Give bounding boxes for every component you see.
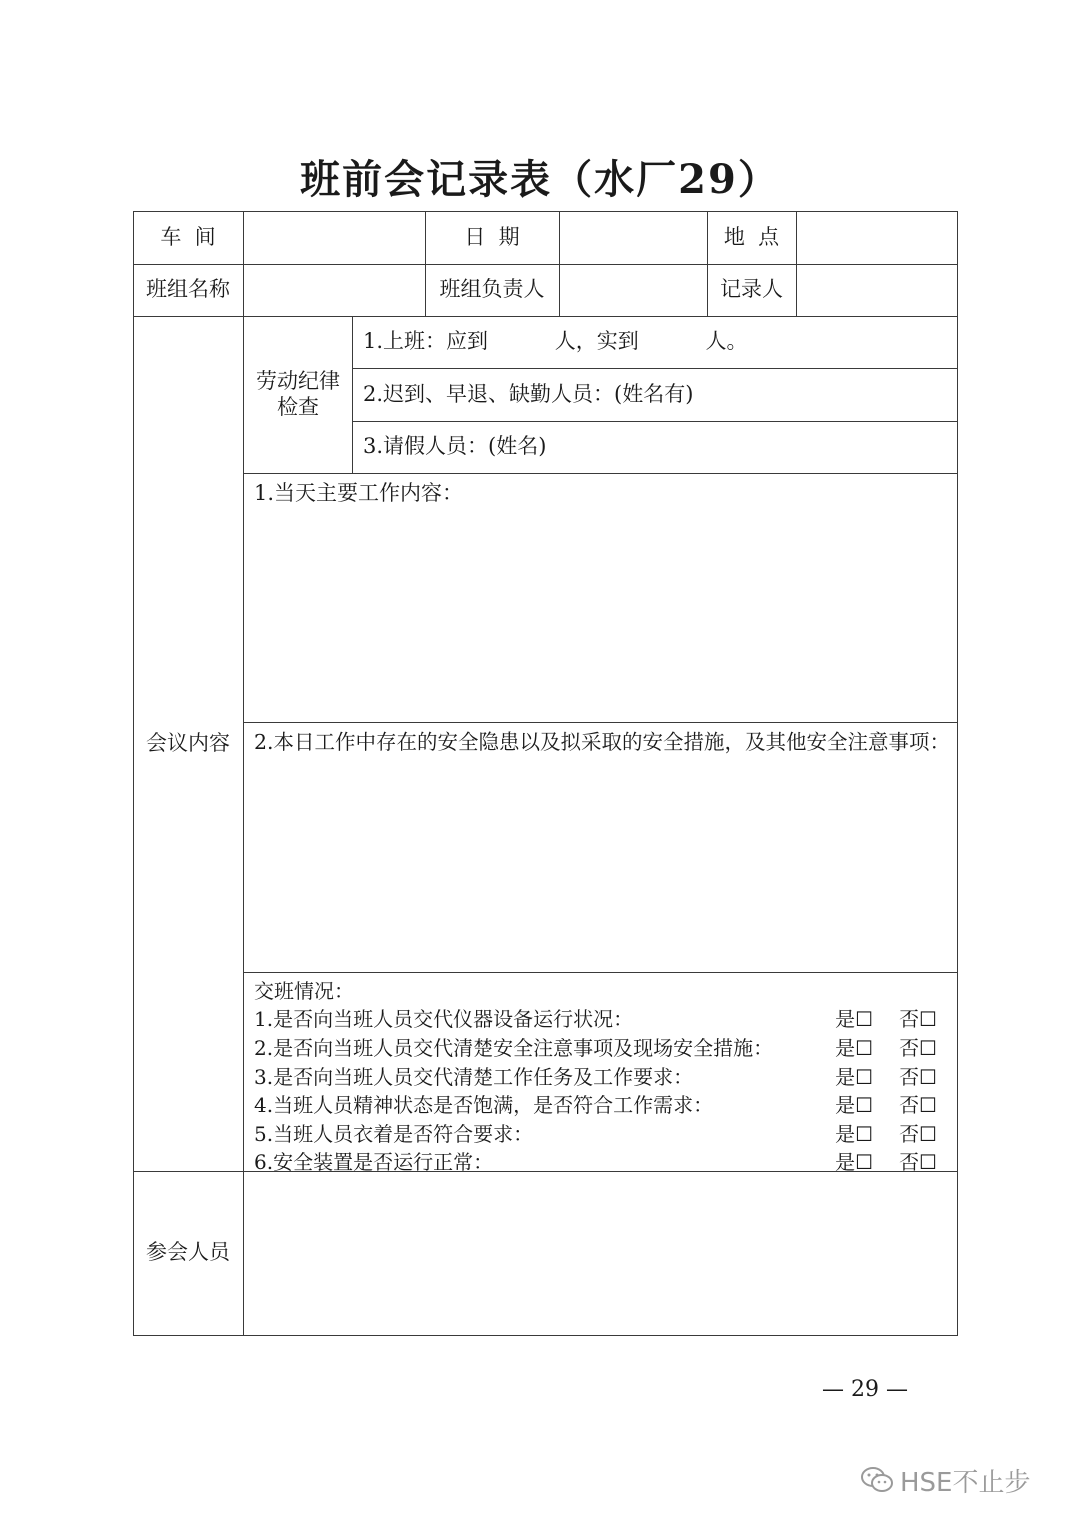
handover-section: [244, 973, 957, 1175]
checklist-row: [254, 1118, 937, 1147]
leave-text: 3.请假人员：(姓名): [363, 434, 547, 459]
discipline-label-line1: 劳动纪律: [256, 369, 340, 394]
checklist-item-label: 2.是否向当班人员交代清楚安全注意事项及现场安全措施：: [254, 1035, 774, 1060]
form-border-right: [957, 211, 958, 1336]
yes-checkbox[interactable]: 是☐: [835, 1150, 874, 1175]
attendance-count-text: 1.上班：应到 人，实到 人。: [363, 329, 748, 354]
handover-heading: 交班情况：: [254, 978, 354, 1003]
checklist-item-label: 3.是否向当班人员交代清楚工作任务及工作要求：: [254, 1064, 694, 1089]
attendees-label: 参会人员: [146, 1240, 230, 1265]
workshop-label: 车 间: [160, 224, 216, 249]
meeting-record-form: [133, 211, 958, 1336]
late-absent-text: 2.迟到、早退、缺勤人员：(姓名有): [363, 381, 694, 406]
page-title: 班前会记录表（水厂29）: [300, 156, 780, 203]
workshop-field[interactable]: [244, 211, 425, 264]
team-leader-field[interactable]: [560, 264, 707, 316]
yes-checkbox[interactable]: 是☐: [835, 1007, 874, 1032]
location-label: 地 点: [723, 224, 780, 249]
work-content-label: 1.当天主要工作内容：: [254, 481, 464, 505]
watermark-text: HSE不止步: [900, 1467, 1031, 1498]
no-checkbox[interactable]: 否☐: [899, 1093, 937, 1118]
date-field[interactable]: [560, 211, 707, 264]
team-name-label: 班组名称: [146, 277, 230, 302]
attendance-count-field[interactable]: [353, 316, 957, 368]
checklist-item-label: 5.当班人员衣着是否符合要求：: [254, 1121, 534, 1146]
work-content-field[interactable]: [244, 473, 957, 722]
form-border-bottom: [133, 1335, 958, 1336]
late-absent-field[interactable]: [353, 368, 957, 421]
location-field[interactable]: [797, 211, 957, 264]
checklist-item-label: 1.是否向当班人员交代仪器设备运行状况：: [254, 1007, 634, 1032]
no-checkbox[interactable]: 否☐: [899, 1121, 937, 1146]
recorder-label: 记录人: [720, 277, 783, 302]
safety-issues-label: 2.本日工作中存在的安全隐患以及拟采取的安全措施，及其他安全注意事项：: [254, 730, 951, 754]
no-checkbox[interactable]: 否☐: [899, 1035, 937, 1060]
no-checkbox[interactable]: 否☐: [899, 1007, 937, 1032]
team-name-field[interactable]: [244, 264, 425, 316]
checklist-row: [254, 1032, 937, 1061]
checklist-item-label: 6.安全装置是否运行正常：: [254, 1150, 494, 1175]
page-number: — 29 —: [822, 1377, 908, 1402]
date-label: 日 期: [464, 224, 520, 249]
safety-issues-field[interactable]: [244, 722, 957, 972]
no-checkbox[interactable]: 否☐: [899, 1064, 937, 1089]
checklist-row: [254, 1147, 937, 1176]
team-leader-label: 班组负责人: [439, 277, 545, 302]
yes-checkbox[interactable]: 是☐: [835, 1064, 874, 1089]
checklist-row: [254, 1004, 937, 1033]
discipline-label-line2: 检查: [277, 394, 319, 419]
meeting-content-label: 会议内容: [146, 730, 230, 755]
leave-field[interactable]: [353, 421, 957, 473]
checklist-row: [254, 1061, 937, 1090]
yes-checkbox[interactable]: 是☐: [835, 1121, 874, 1146]
wechat-icon: [860, 1465, 894, 1495]
watermark: [860, 1460, 1060, 1500]
yes-checkbox[interactable]: 是☐: [835, 1093, 874, 1118]
checklist-item-label: 4.当班人员精神状态是否饱满，是否符合工作需求：: [254, 1093, 714, 1118]
recorder-field[interactable]: [797, 264, 957, 316]
no-checkbox[interactable]: 否☐: [899, 1150, 937, 1175]
discipline-check-label: [244, 316, 352, 473]
checklist-row: [254, 1089, 937, 1118]
yes-checkbox[interactable]: 是☐: [835, 1035, 874, 1060]
attendees-field[interactable]: [244, 1172, 957, 1335]
